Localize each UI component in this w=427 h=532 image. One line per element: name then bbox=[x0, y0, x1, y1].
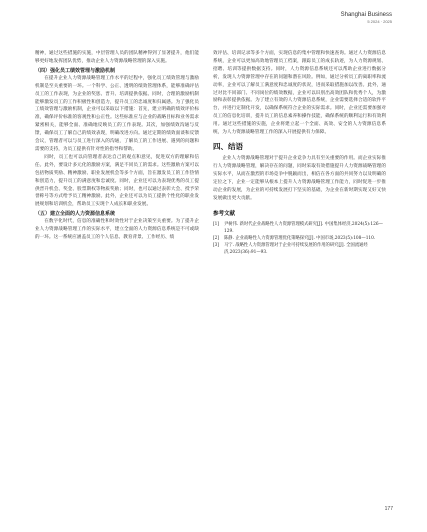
paragraph: 效评估、培训记录等多个方面，实现信息的集中管理和快速查询。通过人力资源信息系统，企业可以更加高效地管理员工档案，跟踪员工的成长轨迹，为人力资源规划、招聘、培训等提供数据支持。同时，人力资源信息系统还可以帮助企业进行数据分析，发现人力资源管理中存在的问题和潜在风险。例如，通过分析员工的离职率和流动率，企业可以了解员工满意度和忠诚度的状况，进而采取措施加以改善。此外，通过对比不同部门、不同岗位的绩效数据，企业可以识别出高效团队和优秀个人，为激励和表彰提供依据。为了建立有效的人力资源信息系统，企业需要选择合适的软件平台，并进行定制化开发，以确保系统符合企业的实际需求。同时，企业还需要加强对员工的信息化培训，提升员工的信息素养和操作技能，确保系统的顺利运行和有效利用。通过这些措施的实施，企业将建立起一个全面、高效、安全的人力资源信息系统，为人力资源战略管理工作的深入开展提供有力保障。 bbox=[213, 51, 386, 136]
journal-name: Shanghai Business bbox=[340, 12, 392, 18]
running-header bbox=[341, 12, 392, 24]
paragraph: 同时，员工也可以向管理者表达自己的观点和意见，促进双方的理解和信任。此外，要设计多元化的激励方案，满足不同员工的需求。这些激励方案可以包括物质奖励、精神激励、职业发展机会等多个方面，旨在激发员工的工作热情和创造力，提升员工的满意度和忠诚度。同时，企业还可以为表现优秀的员工提供晋升机会、奖金、股票期权等物质奖励；同时，也可以通过表彰大会、授予荣誉称号等方式给予员工精神激励。此外，企业还可以为员工提供个性化的职业发展规划和培训机会，帮助员工实现个人成长和职业发展。 bbox=[35, 154, 199, 208]
paragraph: 企业人力资源战略管理对于提升企业竞争力具有至关重要的作用。而企业实际推行人力资源战略管理，解决存在的问题，同时采取有效措施提升人力资源战略管理的实际水平，从而在激烈的市场竞争中脱颖而出，相信在各方面的共同努力以及明确的定位之下，企业一定能够从根本上提升人力资源战略管理工作能力，同时促进一步推动企业的发展，为企业的可持续发展打下坚实的基础，为企业在新时期实现又好又快发展做出更大贡献。 bbox=[213, 155, 386, 201]
reference-item bbox=[213, 242, 386, 256]
references-heading: 参考文献 bbox=[213, 211, 236, 218]
paragraph: 在提升企业人力资源战略管理工作水平的过程中，强化员工绩效管理与激励机制是至关重要的一环。一个科学、公正、透明的绩效管理体系，能够准确评估员工的工作表现，为企业的奖惩、晋升、培训提供依据。同时，合理的激励机制能够激发员工的工作积极性和创造力，提升员工的忠诚度和归属感。为了强化员工绩效管理与激励机制，企业可以采取以下措施：首先，建立明确的绩效评价标准，确保评价标准的客观性和公正性。这些标准应与企业的战略目标和业务需求紧密相关，能够全面、准确地反映员工的工作表现。其次，加强绩效沟通与反馈，确保员工了解自己的绩效表现，明确改进方向。通过定期的绩效面谈和反馈会议，管理者可以与员工进行深入的沟通，了解员工的工作进展、遇到的问题和需要的支持，为员工提供有针对性的指导和帮助。 bbox=[35, 75, 199, 152]
subheading-hr-system: （五）建立全面的人力资源信息系统 bbox=[35, 211, 116, 218]
issue-info: 5 2024 · 2025 bbox=[367, 19, 392, 24]
right-column bbox=[213, 50, 386, 256]
reference-item bbox=[213, 221, 386, 235]
reference-text: 尹树伟. 新时代企业战略性人力资源管理模式研究[J]. 中国集体经济,2024(5):126—129. bbox=[224, 222, 383, 235]
paragraph: 精神，通过这些措施的实施，中层管理人员的团队精神得到了显著提升，他们能够更好地发挥团队优势，推动企业人力资源战略管理的深入实施。 bbox=[35, 51, 199, 64]
left-column bbox=[35, 50, 199, 242]
subheading-performance: （四）强化员工绩效管理与激励机制 bbox=[35, 67, 116, 74]
page-number: 177 bbox=[384, 506, 393, 512]
paragraph: 在数字化时代，信息的准确性和时效性对于企业决策至关重要。为了提升企业人力资源战略管理工作的实际水平，建立全面的人力资源信息系统是不可或缺的一环。这一系统应涵盖员工的个人信息、教育背景、工作经历、绩 bbox=[35, 219, 199, 241]
reference-text: 马宁. 战略性人力资源管理对于企业可持续发展的作用的研究[J]. 全国流通经济,2023(36):91—93. bbox=[224, 243, 368, 256]
reference-number: [2] bbox=[213, 236, 220, 242]
reference-item bbox=[213, 235, 386, 242]
reference-text: 陈静. 企业战略性人力资源管理优化策略探究[J]. 中国市场,2023(5):108—110. bbox=[224, 236, 376, 242]
section-heading-conclusion: 四、结语 bbox=[213, 141, 243, 151]
reference-number: [1] bbox=[213, 222, 220, 228]
reference-number: [3] bbox=[213, 243, 220, 249]
